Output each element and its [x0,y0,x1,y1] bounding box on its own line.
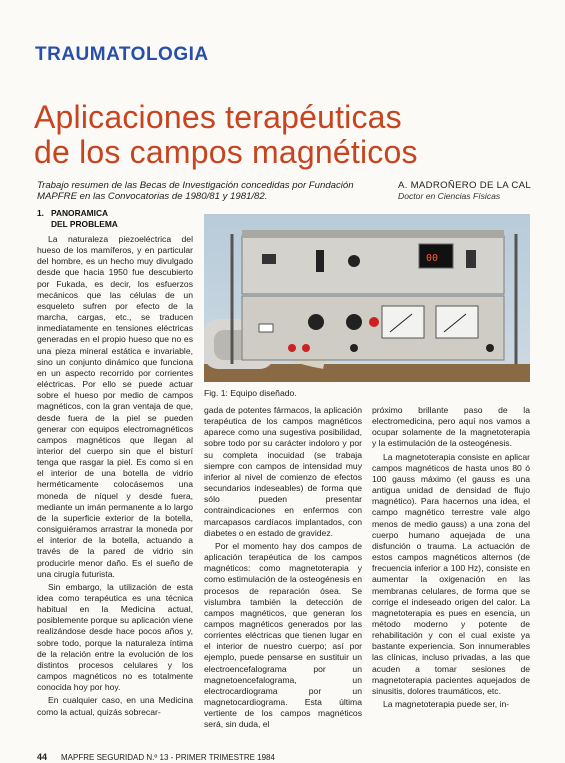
paragraph: La magnetoterapia puede ser, in- [383,699,510,710]
paragraph: Por el momento hay dos campos de aplicación terapéutica de los campos magnéticos: como magnetoterapia y como estimulación de la osteogénesis en procesos de reparación ósea. Se vislumbra también la detección de campos magnéticos, que generan los campos magnéticos generados por las corrientes eléctricas que tienen lugar en el interior de nuestro cuerpo; así por ejemplo, puede pensarse en sustituir un electroencefalograma por un magnetoencefalograma, un electrocardiograma por un magnetocardiograma. Esta última vertiente de los campos magnéticos será, sin duda, el [204,540,362,730]
author-role: Doctor en Ciencias Físicas [398,191,501,201]
svg-text:00: 00 [426,253,439,264]
article-title [34,100,534,170]
title-line-1: Aplicaciones terapéuticas [34,99,402,135]
page-number: 44 [37,752,48,762]
figure-caption: Fig. 1: Equipo diseñado. [204,388,297,398]
heading-number: 1. [37,208,44,218]
page-footer [37,752,537,762]
heading-line-1: PANORAMICA [51,208,109,218]
article-subtitle: Trabajo resumen de las Becas de Investigación concedidas por Fundación MAPFRE en las Convocatorias de 1980/81 y 1981/82. [37,180,354,202]
section-label: TRAUMATOLOGIA [35,44,209,65]
publication-info: MAPFRE SEGURIDAD N.º 13 - PRIMER TRIMESTRE 1984 [61,753,275,762]
paragraph: Sin embargo, la utilización de esta idea como terapéutica es una técnica habitual en la Medicina actual, posiblemente porque su aplicación viene realizándose desde hace pocos años y, sobre todo, porque la naturaleza íntima de la relación entre la evolución de los distintos procesos celulares y los campos magnéticos no es totalmente conocida hoy por hoy. [37,581,193,693]
equipment-illustration [204,214,530,382]
equipment-photo [204,214,530,382]
paragraph: En cualquier caso, en una Medicina como la actual, quizás sobrecar- [37,695,193,717]
text-column-2 [204,405,362,753]
title-line-2: de los campos magnéticos [34,134,418,170]
text-column-1 [37,234,193,754]
paragraph: La naturaleza piezoeléctrica del hueso de los mamíferos, y en particular del hombre, es un hecho muy divulgado desde que hacia 1950 fue descubierto por Fukada, es decir, los esfuerzos mecánicos que las células de un esqueleto sufren por efecto de la marcha, cargas, etc., se traducen inmediatamente en tensiones eléctricas generadas en el propio hueso que no es una pieza mineral estática e invariable, sino un conjunto dinámico que funciona en un aspecto recorrido por corrientes eléctricas. Por ello se puede actuar sobre el hueso por medio de campos magnéticos, con la gran ventaja de que, desde fuera de la piel se pueden generar con equipos electromagnéticos campos magnéticos que llegan al interior del cuerpo sin que el bisturí tenga que rasgar la piel. Es como si en el interior de una botella de vidrio herméticamente colocásemos una moneda de níquel y desde fuera, mediante un imán permanente a lo largo de la superficie exterior de la botella, consiguiéramos arrastrar la moneda por el interior de la botella, actuando a través de la pared de vidrio sin producirle menor daño. Es el sueño de una cirugía futurista. [37,234,193,579]
paragraph: gada de potentes fármacos, la aplicación terapéutica de los campos magnéticos aparece como una sugestiva posibilidad, sobre todo por su carácter indoloro y por su completa inocuidad (se trabaja siempre con campos de intensidad muy inferior al nivel de comienzo de efectos secundarios indeseables) de forma que sólo pueden presentar contraindicaciones en enfermos con marcapasos cardíacos implantados, con diabetes o en estado de gravidez. [204,405,362,538]
author-block [398,180,548,202]
paragraph: La magnetoterapia consiste en aplicar campos magnéticos de hasta unos 80 ó 100 gauss máximo (el gauss es una antigua unidad de densidad de flujo magnético). Para hacernos una idea, el campo magnético terrestre vale algo menos de medio gauss) a una zona del cuerpo humano aquejada de una disfunción o trauma. La actuación de estos campos magnéticos alternos (de frecuencia inferior a 100 Hz), consiste en aumentar la oxigenación en las membranas celulares, de forma que se corrige el indeseado origen del calor. La magnetoterapia es pues en esencia, un método moderno y potente de rehabilitación y con el cual existe ya bastante experiencia. Son innumerables las clínicas, incluso privadas, a las que acuden a tomar sesiones de magnetoterapia pacientes aquejados de sinusitis, dolores traumáticos, etc. [372,451,530,696]
text-column-3 [372,405,530,753]
author-name: A. MADROÑERO DE LA CAL [398,180,531,191]
section-heading [37,208,118,229]
paragraph: próximo brillante paso de la electromedicina, pero aquí nos vamos a ocupar solamente de la magnetoterapia y la estimulación de la osteogénesis. [372,405,530,449]
heading-line-2: DEL PROBLEMA [51,218,118,229]
